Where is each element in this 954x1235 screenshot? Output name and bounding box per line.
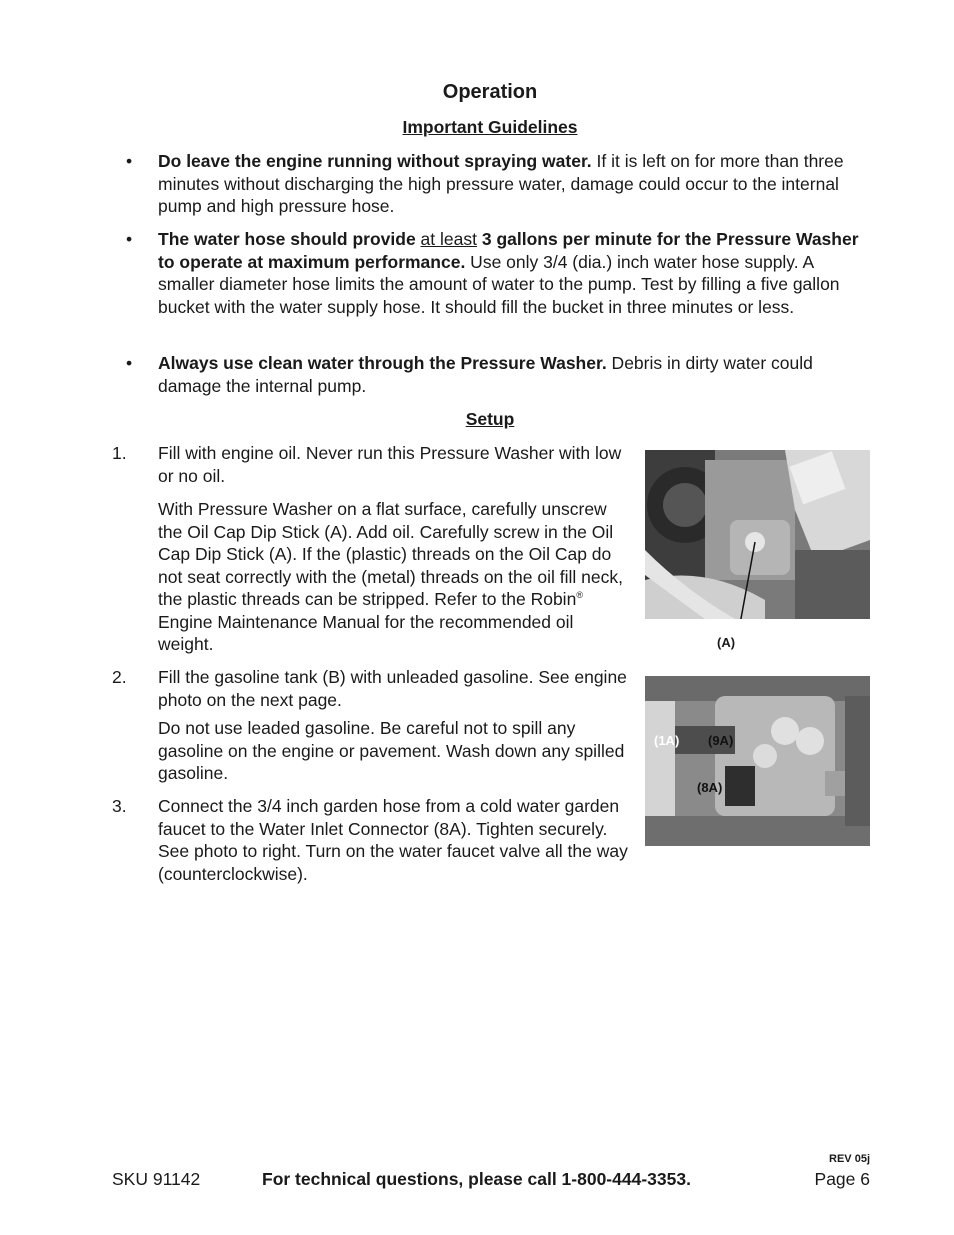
step-text: Connect the 3/4 inch garden hose from a cold water garden faucet to the Water Inlet Connector (8A). Tighten securely. See photo to right. Turn on the water faucet valve all the way (counterclockwise). [158,796,628,884]
step-detail [158,498,630,656]
step-text: Fill with engine oil. Never run this Pressure Washer with low or no oil. [158,443,622,486]
guideline-bold-text: Always use clean water through the Pressure Washer. [158,353,607,373]
sku-label: SKU 91142 [112,1169,201,1189]
important-guidelines-heading: Important Guidelines [402,117,578,137]
pump-callout-1a: (1A) [654,733,680,748]
bullet: • [126,151,133,171]
pump-callout-9a: (9A) [708,733,734,748]
step-number: 2. [112,667,127,687]
step-detail-text: With Pressure Washer on a flat surface, carefully unscrew the Oil Cap Dip Stick (A). Add oil. Carefully screw in the Oil Cap Dip Stick (A). If the (plastic) threads on the Oil Cap do not seat correctly with the (metal) threads on the oil fill neck, the plastic threads can be stripped. Refer to the Robin [158,499,623,609]
setup-heading: Setup [465,409,515,429]
oil-cap-photo-graphic [645,450,870,619]
revision-label: REV 05j [829,1153,870,1165]
step-number: 1. [112,443,127,463]
guideline-bold-text: Do leave the engine running without spraying water. [158,151,592,171]
bullet: • [126,353,133,373]
guideline-bold-text: 3 gallons per minute for the Pressure Washer to operate at maximum performance. [158,229,859,272]
bullet: • [126,229,133,249]
registered-mark: ® [576,590,583,601]
guideline-text: Debris in dirty water could damage the internal pump. [158,353,813,396]
pump-photo-graphic [645,676,870,846]
support-line: For technical questions, please call 1-800-444-3353. [262,1169,691,1189]
guideline-text: If it is left on for more than three minutes without discharging the high pressure water, damage could occur to the internal pump and high pressure hose. [158,151,844,216]
oil-cap-photo [645,450,870,619]
step-text: Fill the gasoline tank (B) with unleaded gasoline. See engine photo on the next page. [158,667,627,710]
oil-cap-callout-a: (A) [717,635,736,650]
guideline-text: Use only 3/4 (dia.) inch water hose supply. A smaller diameter hose limits the amount of water to the pump. Test by filling a five gallon bucket with the water supply hose. It should fill the bucket in three minutes or less. [158,251,840,317]
pump-photo [645,676,870,846]
page-title: Operation [442,81,538,103]
guideline-underline-text: at least [420,229,477,249]
step-number: 3. [112,796,127,816]
pump-callout-8a: (8A) [697,780,723,795]
step-detail: Do not use leaded gasoline. Be careful not to spill any gasoline on the engine or pavement. Wash down any spilled gasoline. [158,718,625,783]
page-number: Page 6 [814,1169,870,1189]
guideline-bold-text: The water hose should provide [158,229,421,249]
step-detail-text: Engine Maintenance Manual for the recommended oil weight. [158,611,574,654]
